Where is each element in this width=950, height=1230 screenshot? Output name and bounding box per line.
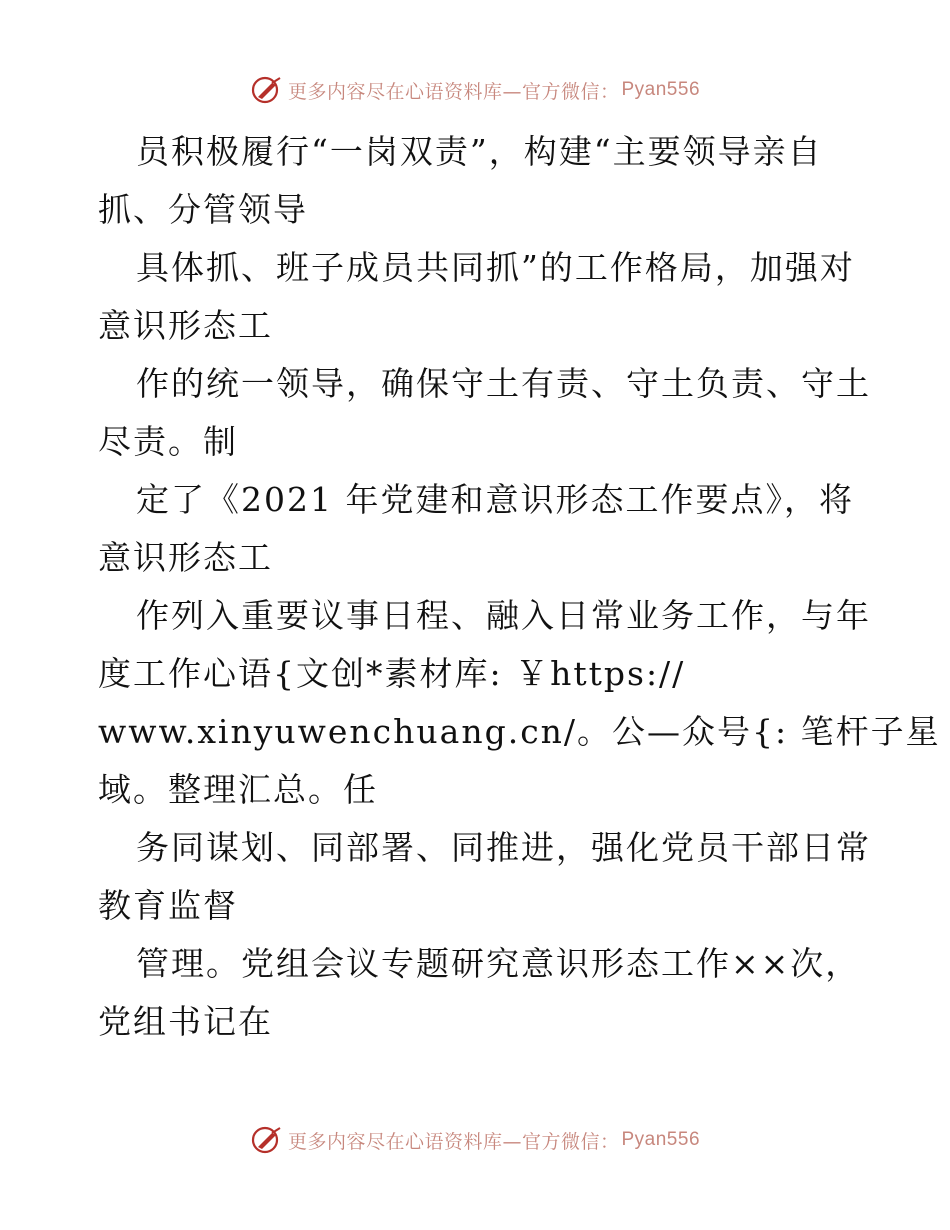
watermark-account: Pyan556 [621,1129,701,1150]
body-line: 党组书记在 [98,1002,273,1041]
watermark-text: 更多内容尽在心语资料库—官方微信： [287,80,620,103]
body-line: 作列入重要议事日程、融入日常业务工作，与年 [136,596,871,635]
body-line: 意识形态工 [98,306,273,345]
body-line: 员积极履行“一岗双责”，构建“主要领导亲自 [136,132,823,171]
body-line: 意识形态工 [98,538,273,577]
body-line: 定了《2021 年党建和意识形态工作要点》，将 [136,480,854,519]
pen-logo-icon [250,1125,284,1155]
body-line: 作的统一领导，确保守土有责、守土负责、守土 [136,364,871,403]
watermark-account: Pyan556 [621,79,701,100]
document-body [98,123,941,1051]
body-line: www.xinyuwenchuang.cn/。公—众号{: 笔杆子星 [98,712,941,751]
body-line: 教育监督 [98,886,238,925]
body-line: 域。整理汇总。任 [98,770,378,809]
body-line: 尽责。制 [98,422,238,461]
header-watermark [0,70,950,110]
body-line: 抓、分管领导 [98,190,308,229]
body-line: 具体抓、班子成员共同抓”的工作格局，加强对 [136,248,855,287]
body-line: 度工作心语{文创*素材库: ￥https:// [98,654,686,693]
pen-logo-icon [250,75,284,105]
body-line: 管理。党组会议专题研究意识形态工作××次， [136,944,861,983]
footer-watermark [0,1120,950,1160]
watermark-text: 更多内容尽在心语资料库—官方微信： [287,1130,620,1153]
body-line: 务同谋划、同部署、同推进，强化党员干部日常 [136,828,871,867]
